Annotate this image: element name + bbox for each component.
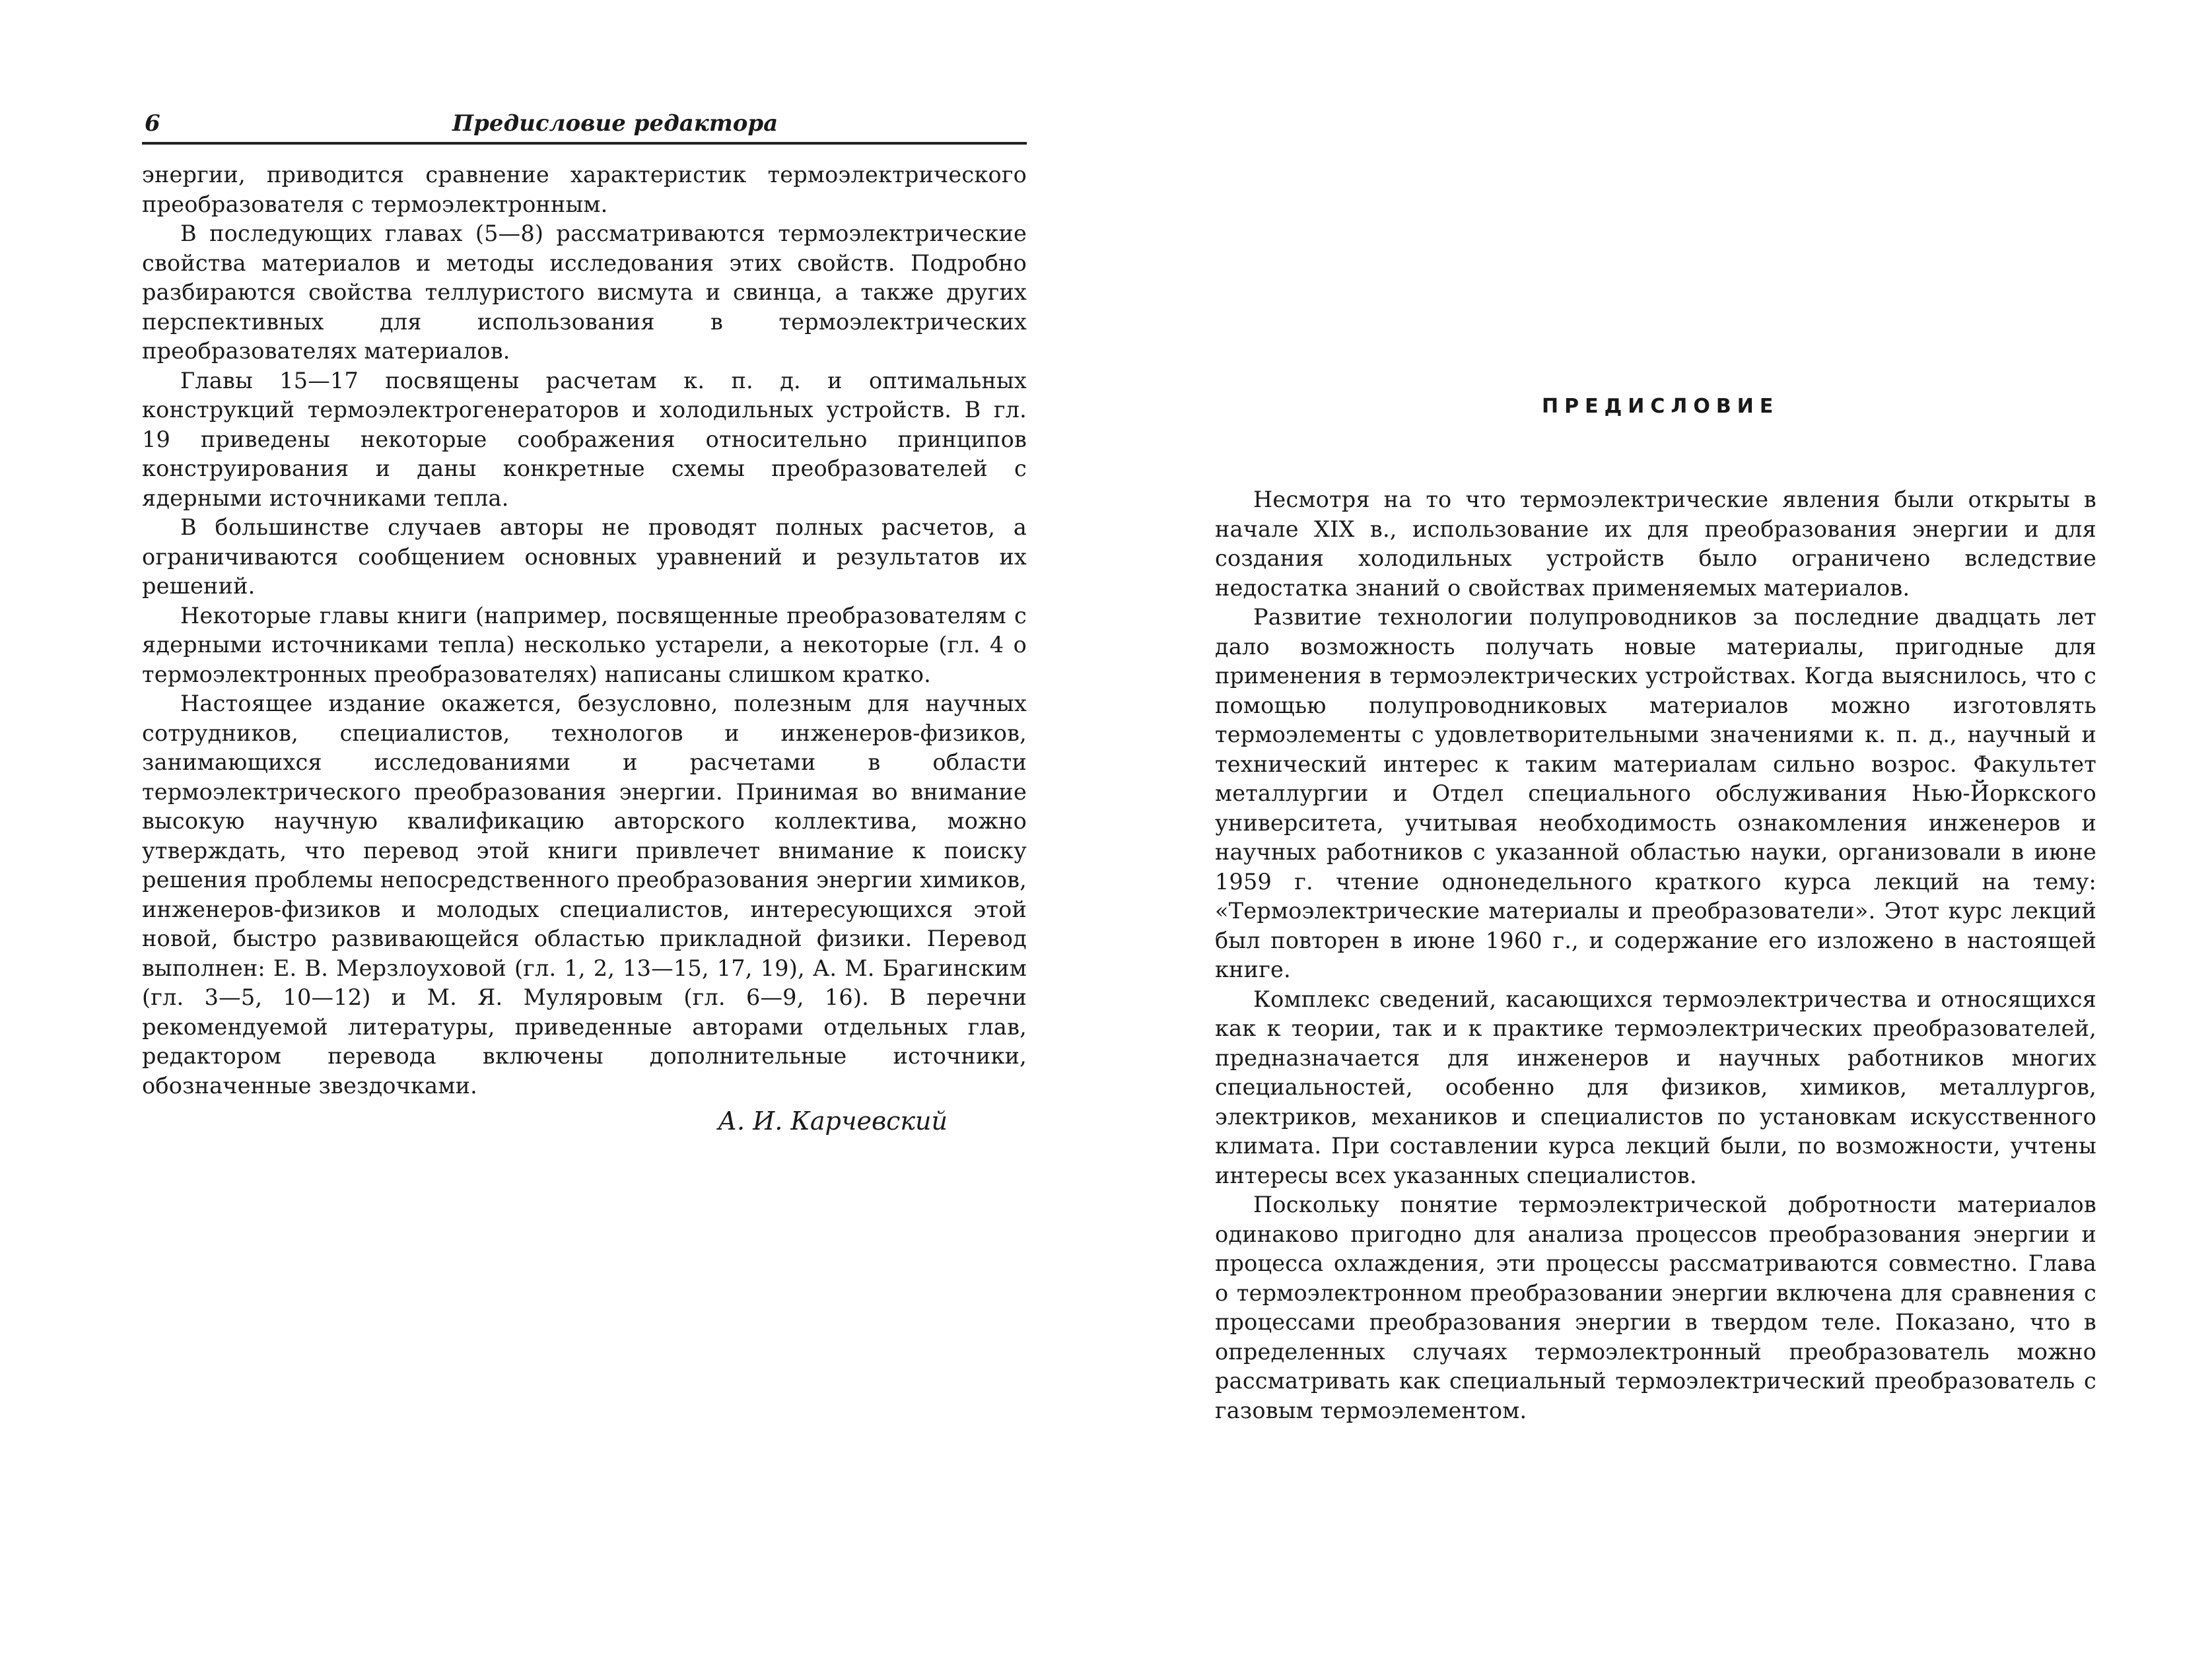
running-title: Предисловие редактора bbox=[452, 110, 778, 137]
editor-signature: А. И. Карчевский bbox=[718, 1107, 948, 1136]
running-head bbox=[142, 102, 1027, 145]
paragraph: Поскольку понятие термоэлектрической добротности материалов одинаково пригодно для анализа процессов преобразования энергии и процесса охлаждения, эти процессы рассматриваются совместно. Глава о термоэлектронном преобразовании энергии включена для сравнения с процессами преобразования энергии в твердом теле. Показано, что в определенных случаях термоэлектронный преобразователь можно рассматривать как специальный термоэлектрический преобразователь с газовым термоэлементом. bbox=[1215, 1192, 2096, 1423]
paragraph: Главы 15—17 посвящены расчетам к. п. д. и оптимальных конструкций термоэлектрогенераторов и холодильных устройств. В гл. 19 приведены некоторые соображения относительно принципов конструирования и даны конкретные схемы преобразователей с ядерными источниками тепла. bbox=[142, 367, 1027, 511]
paragraph: В большинстве случаев авторы не проводят полных расчетов, а ограничиваются сообщением основных уравнений и результатов их решений. bbox=[142, 514, 1027, 599]
paragraph: Некоторые главы книги (например, посвященные преобразователям с ядерными источниками тепла) несколько устарели, а некоторые (гл. 4 о термоэлектронных преобразователях) написаны слишком кратко. bbox=[142, 602, 1027, 687]
paragraph: энергии, приводится сравнение характеристик термоэлектрического преобразователя с термоэлектронным. bbox=[142, 162, 1027, 217]
paragraph: Настоящее издание окажется, безусловно, полезным для научных сотрудников, специалистов, технологов и инженеров-физиков, занимающихся исследованиями и расчетами в области термоэлектрического преобразования энергии. Принимая во внимание высокую научную квалификацию авторского коллектива, можно утверждать, что перевод этой книги привлечет внимание к поиску решения проблемы непосредственного преобразования энергии химиков, инженеров-физиков и молодых специалистов, интересующихся этой новой, быстро развивающейся областью прикладной физики. Перевод выполнен: Е. В. Мерзлоуховой (гл. 1, 2, 13—15, 17, 19), А. М. Брагинским (гл. 3—5, 10—12) и М. Я. Муляровым (гл. 6—9, 16). В перечни рекомендуемой литературы, приведенные авторами отдельных глав, редактором перевода включены дополнительные источники, обозначенные звездочками. bbox=[142, 691, 1027, 1099]
left-page-body bbox=[142, 160, 1027, 1138]
paragraph: Развитие технологии полупроводников за последние двадцать лет дало возможность получать новые материалы, пригодные для применения в термоэлектрических устройствах. Когда выяснилось, что с помощью полупроводниковых материалов можно изготовлять термоэлементы с удовлетворительными значениями к. п. д., научный и технический интерес к таким материалам сильно возрос. Факультет металлургии и Отдел специального обслуживания Нью-Йоркского университета, учитывая необходимость ознакомления инженеров и научных работников с указанной областью науки, организовали в июне 1959 г. чтение однонедельного краткого курса лекций на тему: «Термоэлектрические материалы и преобразователи». Этот курс лекций был повторен в июне 1960 г., и содержание его изложено в настоящей книге. bbox=[1215, 604, 2096, 982]
left-page bbox=[142, 102, 1027, 1138]
section-title: ПРЕДИСЛОВИЕ bbox=[1542, 395, 1780, 418]
paragraph: Несмотря на то что термоэлектрические явления были открыты в начале XIX в., использование их для преобразования энергии и для создания холодильных устройств было ограничено вследствие недостатка знаний о свойствах применяемых материалов. bbox=[1215, 487, 2096, 601]
page-number: 6 bbox=[145, 110, 160, 137]
paragraph: В последующих главах (5—8) рассматриваются термоэлектрические свойства материалов и методы исследования этих свойств. Подробно разбираются свойства теллуристого висмута и свинца, а также других перспективных для использования в термоэлектрических преобразователях материалов. bbox=[142, 221, 1027, 364]
right-page-body bbox=[1215, 485, 2096, 1425]
paragraph: Комплекс сведений, касающихся термоэлектричества и относящихся как к теории, так и к практике термоэлектрических преобразователей, предназначается для инженеров и научных работников многих специальностей, особенно для физиков, химиков, металлургов, электриков, механиков и специалистов по установкам искусственного климата. При составлении курса лекций были, по возможности, учтены интересы всех указанных специалистов. bbox=[1215, 986, 2096, 1188]
